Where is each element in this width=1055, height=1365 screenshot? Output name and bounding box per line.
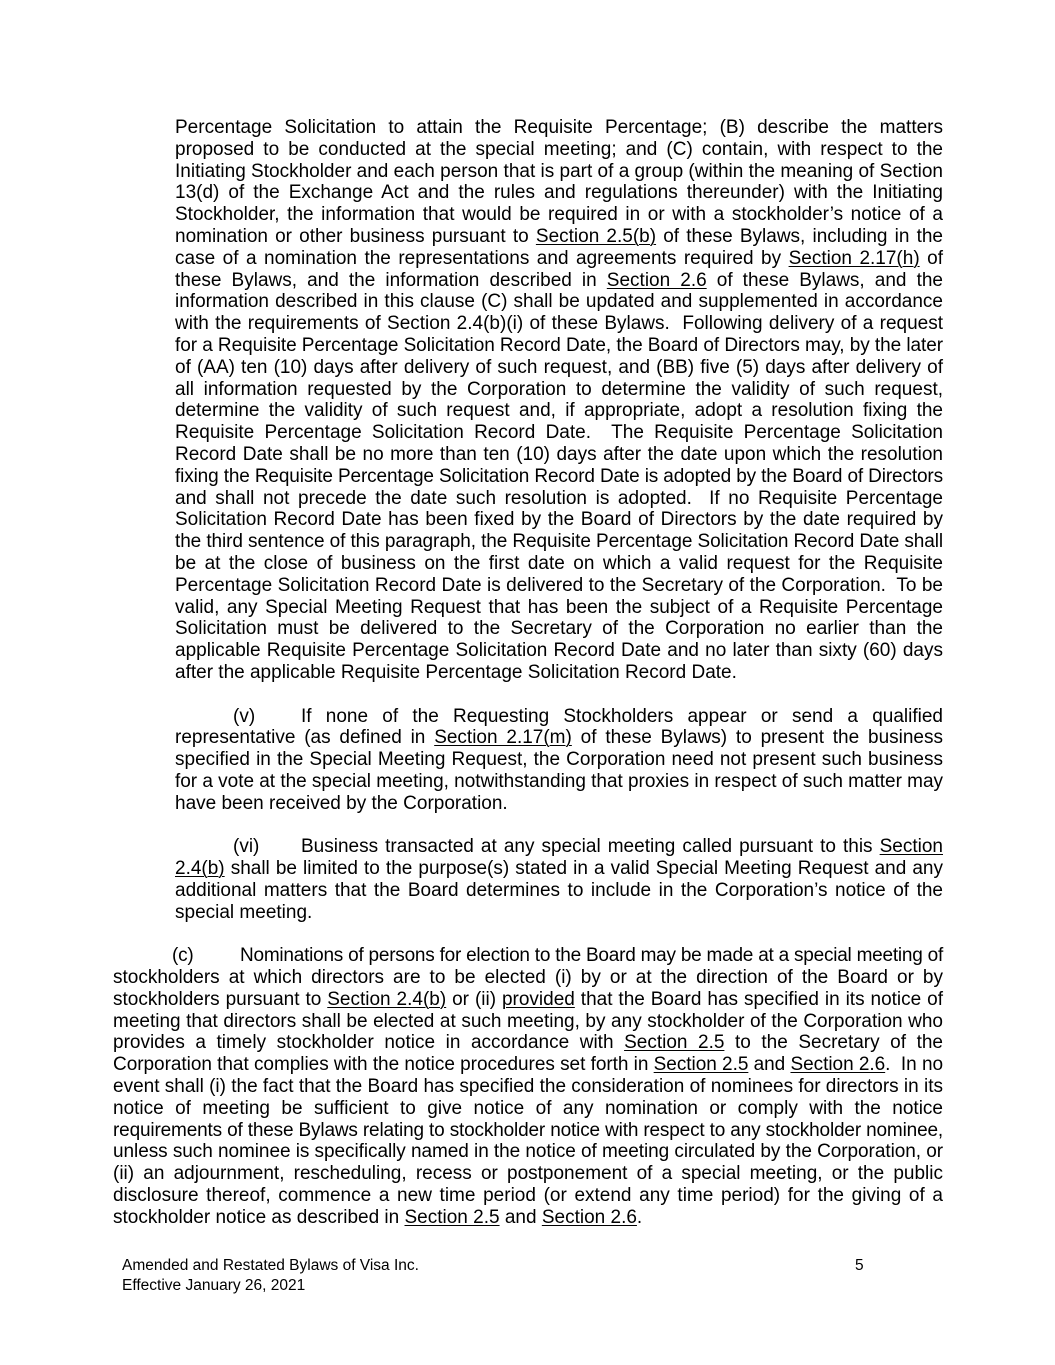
- text-line: [175, 400, 943, 422]
- text-run: case of a nomination the representations and agreements required by: [175, 247, 789, 269]
- section-reference: Section 2.17(h): [788, 247, 920, 269]
- para-item-v: [175, 706, 943, 815]
- list-item-label: (c): [172, 945, 194, 967]
- text-line: [175, 161, 943, 183]
- text-line: [113, 1207, 943, 1229]
- text-run: that the Board has specified in its notice of: [574, 988, 943, 1010]
- line-content: [113, 967, 943, 988]
- text-run: stockholders pursuant to: [113, 988, 328, 1010]
- text-run: information described in this clause (C) shall be updated and supplemented in accordance: [175, 291, 943, 313]
- text-line: [113, 1011, 943, 1033]
- text-run: Solicitation must be delivered to the Secretary of the Corporation no earlier than the: [175, 618, 943, 640]
- text-line: [175, 597, 943, 619]
- line-content: [175, 313, 943, 334]
- line-content: [175, 488, 943, 509]
- text-line: [175, 880, 943, 902]
- text-run: disclosure thereof, commence a new time period (or extend any time period) for the giving of a: [113, 1185, 943, 1207]
- text-line: [113, 1120, 943, 1142]
- text-run: nomination or other business pursuant to: [175, 225, 536, 247]
- text-line: [175, 422, 943, 444]
- text-line: [175, 182, 943, 204]
- text-line: [175, 553, 943, 575]
- line-content: [175, 422, 943, 443]
- section-reference: Section 2.6: [606, 269, 707, 291]
- text-line: [175, 662, 943, 684]
- text-run: Percentage Solicitation Record Date is delivered to the Secretary of the Corporation. To be: [175, 574, 943, 596]
- text-line: [113, 989, 943, 1011]
- line-content: [175, 291, 943, 312]
- line-content: [175, 706, 943, 727]
- text-line: [175, 902, 943, 924]
- text-line: [175, 793, 943, 815]
- text-line: [175, 531, 943, 553]
- line-content: [175, 662, 737, 683]
- page-number: 5: [855, 1257, 864, 1274]
- line-content: [113, 1098, 943, 1119]
- text-run: Solicitation Record Date has been fixed by the Board of Directors by the date required by: [175, 509, 943, 531]
- text-run: Business transacted at any special meeting called pursuant to this: [301, 836, 880, 858]
- line-content: [113, 1032, 943, 1053]
- text-run: meeting that directors shall be elected at such meeting, by any stockholder of the Corporation who: [113, 1010, 943, 1032]
- text-line: [175, 771, 943, 793]
- text-run: stockholders at which directors are to be elected (i) by or at the direction of the Board or by: [113, 967, 943, 989]
- text-line: [113, 967, 943, 989]
- text-line: [175, 270, 943, 292]
- line-content: [175, 553, 943, 574]
- text-line: [175, 444, 943, 466]
- line-content: [175, 749, 943, 770]
- text-run: be at the close of business on the first date on which a valid request for the Requisite: [175, 552, 943, 574]
- line-content: [113, 1120, 943, 1141]
- text-line: [113, 1185, 943, 1207]
- text-line: [175, 706, 943, 728]
- text-run: unless such nominee is specifically named in the notice of meeting circulated by the Corporation, or: [113, 1141, 943, 1163]
- text-line: [175, 379, 943, 401]
- text-run: specified in the Special Meeting Request, the Corporation need not present such business: [175, 749, 943, 771]
- line-content: [113, 945, 943, 966]
- section-reference: Section 2.17(m): [434, 727, 572, 749]
- line-content: [175, 575, 943, 596]
- text-run: (ii) an adjournment, rescheduling, recess or postponement of a special meeting, or the public: [113, 1163, 943, 1185]
- line-content: [175, 509, 943, 530]
- line-content: [175, 400, 943, 421]
- line-content: [175, 270, 943, 291]
- text-line: [175, 357, 943, 379]
- text-run: for a Requisite Percentage Solicitation Record Date, the Board of Directors may, by the later: [175, 334, 943, 356]
- text-run: valid, any Special Meeting Request that has been the subject of a Requisite Percentage: [175, 596, 943, 618]
- text-run: applicable Requisite Percentage Solicitation Record Date and no later than sixty (60) days: [175, 640, 943, 662]
- line-content: [175, 182, 943, 203]
- text-line: [175, 618, 943, 640]
- section-reference: Section 2.6: [790, 1054, 886, 1076]
- line-content: [175, 858, 943, 879]
- text-line: [175, 749, 943, 771]
- text-run: additional matters that the Board determines to include in the Corporation’s notice of the: [175, 879, 943, 901]
- text-line: [175, 204, 943, 226]
- text-line: [175, 836, 943, 858]
- text-run: after the applicable Requisite Percentage Solicitation Record Date.: [175, 661, 737, 683]
- text-line: [175, 509, 943, 531]
- footer-doc-title: Amended and Restated Bylaws of Visa Inc.: [122, 1257, 419, 1274]
- line-content: [113, 1141, 943, 1162]
- text-line: [175, 291, 943, 313]
- line-content: [175, 444, 943, 465]
- text-run: proposed to be conducted at the special meeting; and (C) contain, with respect to the: [175, 138, 943, 160]
- text-line: [113, 1054, 943, 1076]
- line-content: [175, 618, 943, 639]
- text-run: of these Bylaws) to present the business: [571, 727, 943, 749]
- line-content: [175, 793, 508, 814]
- text-run: 13(d) of the Exchange Act and the rules and regulations thereunder) with the Initiating: [175, 182, 943, 204]
- text-run: Nominations of persons for election to the Board may be made at a special meeting of: [240, 945, 943, 967]
- text-run: the third sentence of this paragraph, the Requisite Percentage Solicitation Record Date shall: [175, 531, 943, 553]
- line-content: [113, 1163, 943, 1184]
- text-run: Percentage Solicitation to attain the Requisite Percentage; (B) describe the matters: [175, 117, 943, 138]
- text-run: Requisite Percentage Solicitation Record Date. The Requisite Percentage Solicitation: [175, 422, 943, 444]
- text-line: [113, 1163, 943, 1185]
- section-reference: Section 2.4(b): [327, 988, 447, 1010]
- text-run: special meeting.: [175, 901, 313, 923]
- text-run: of (AA) ten (10) days after delivery of such request, and (BB) five (5) days after delivery of: [175, 356, 943, 378]
- line-content: [113, 1185, 943, 1206]
- text-line: [175, 575, 943, 597]
- line-content: [175, 836, 943, 857]
- text-run: requirements of these Bylaws relating to stockholder notice with respect to any stockholder nominee,: [113, 1119, 943, 1141]
- list-item-label: (v): [233, 705, 256, 727]
- text-run: of: [919, 247, 943, 269]
- text-line: [113, 1076, 943, 1098]
- text-run: have been received by the Corporation.: [175, 792, 508, 814]
- text-run: stockholder notice as described in: [113, 1206, 405, 1228]
- section-reference: 2.4(b): [175, 858, 225, 880]
- line-content: [175, 727, 943, 748]
- section-reference: provided: [501, 988, 575, 1010]
- text-line: [113, 1032, 943, 1054]
- section-reference: Section 2.5: [404, 1206, 500, 1228]
- document-body: [113, 117, 943, 1250]
- text-run: or (ii): [446, 988, 502, 1010]
- line-content: [175, 117, 943, 138]
- line-content: [175, 466, 943, 487]
- line-content: [175, 597, 943, 618]
- line-content: [175, 161, 943, 182]
- text-run: and: [748, 1054, 791, 1076]
- text-run: event shall (i) the fact that the Board has specified the consideration of nominees for directors in its: [113, 1076, 943, 1098]
- text-line: [113, 1141, 943, 1163]
- line-content: [175, 531, 943, 552]
- section-reference: Section 2.5(b): [535, 225, 657, 247]
- text-run: . In no: [885, 1054, 944, 1076]
- line-content: [113, 989, 943, 1010]
- text-run: determine the validity of such request and, if appropriate, adopt a resolution fixing the: [175, 400, 943, 422]
- line-content: [175, 139, 943, 160]
- para-item-vi: [175, 836, 943, 923]
- line-content: [113, 1054, 943, 1075]
- text-run: Stockholder, the information that would be required in or with a stockholder’s notice of a: [175, 204, 943, 226]
- line-content: [175, 226, 943, 247]
- text-line: [175, 466, 943, 488]
- section-reference: Section 2.6: [541, 1206, 637, 1228]
- text-line: [113, 945, 943, 967]
- text-run: Record Date shall be no more than ten (10) days after the date upon which the resolution: [175, 443, 943, 465]
- line-content: [113, 1207, 642, 1228]
- text-line: [175, 488, 943, 510]
- text-run: of these Bylaws, and the: [706, 269, 943, 291]
- text-line: [175, 248, 943, 270]
- text-line: [113, 1098, 943, 1120]
- text-line: [175, 335, 943, 357]
- line-content: [113, 1076, 943, 1097]
- page-footer: [122, 1256, 419, 1295]
- list-item-label: (vi): [233, 836, 260, 858]
- text-run: for a vote at the special meeting, notwithstanding that proxies in respect of such matter may: [175, 770, 943, 792]
- line-content: [113, 1011, 943, 1032]
- text-line: [175, 640, 943, 662]
- text-line: [175, 313, 943, 335]
- line-content: [175, 248, 943, 269]
- text-run: to the Secretary of the: [724, 1032, 943, 1054]
- text-run: and: [499, 1206, 542, 1228]
- text-run: Corporation that complies with the notice procedures set forth in: [113, 1054, 654, 1076]
- text-run: notice of meeting be sufficient to give notice of any nomination or comply with the notice: [113, 1097, 943, 1119]
- line-content: [175, 379, 943, 400]
- text-run: representative (as defined in: [175, 727, 435, 749]
- text-run: fixing the Requisite Percentage Solicitation Record Date is adopted by the Board of Directors: [175, 465, 943, 487]
- line-content: [175, 335, 943, 356]
- line-content: [175, 771, 943, 792]
- text-line: [175, 727, 943, 749]
- para-continuation: [175, 117, 943, 684]
- line-content: [175, 640, 943, 661]
- text-line: [175, 858, 943, 880]
- text-line: [175, 117, 943, 139]
- text-run: all information requested by the Corporation to determine the validity of such request,: [175, 378, 943, 400]
- text-line: [175, 139, 943, 161]
- text-run: and shall not precede the date such resolution is adopted. If no Requisite Percentage: [175, 487, 943, 509]
- text-run: with the requirements of Section 2.4(b)(i) of these Bylaws. Following delivery of a request: [175, 313, 943, 335]
- text-run: these Bylaws, and the information described in: [175, 269, 607, 291]
- para-item-c: [113, 945, 943, 1228]
- section-reference: Section 2.5: [653, 1054, 749, 1076]
- section-reference: Section: [879, 836, 943, 858]
- line-content: [175, 902, 312, 923]
- line-content: [175, 880, 943, 901]
- text-run: Initiating Stockholder and each person that is part of a group (within the meaning of Section: [175, 160, 943, 182]
- line-content: [175, 204, 943, 225]
- text-run: .: [636, 1206, 643, 1228]
- text-line: [175, 226, 943, 248]
- text-run: of these Bylaws, including in the: [656, 225, 943, 247]
- line-content: [175, 357, 943, 378]
- text-run: If none of the Requesting Stockholders appear or send a qualified: [301, 705, 943, 727]
- footer-effective-date: Effective January 26, 2021: [122, 1276, 306, 1294]
- text-run: provides a timely stockholder notice in accordance with: [113, 1032, 625, 1054]
- section-reference: Section 2.5: [624, 1032, 725, 1054]
- text-run: shall be limited to the purpose(s) stated in a valid Special Meeting Request and any: [224, 858, 943, 880]
